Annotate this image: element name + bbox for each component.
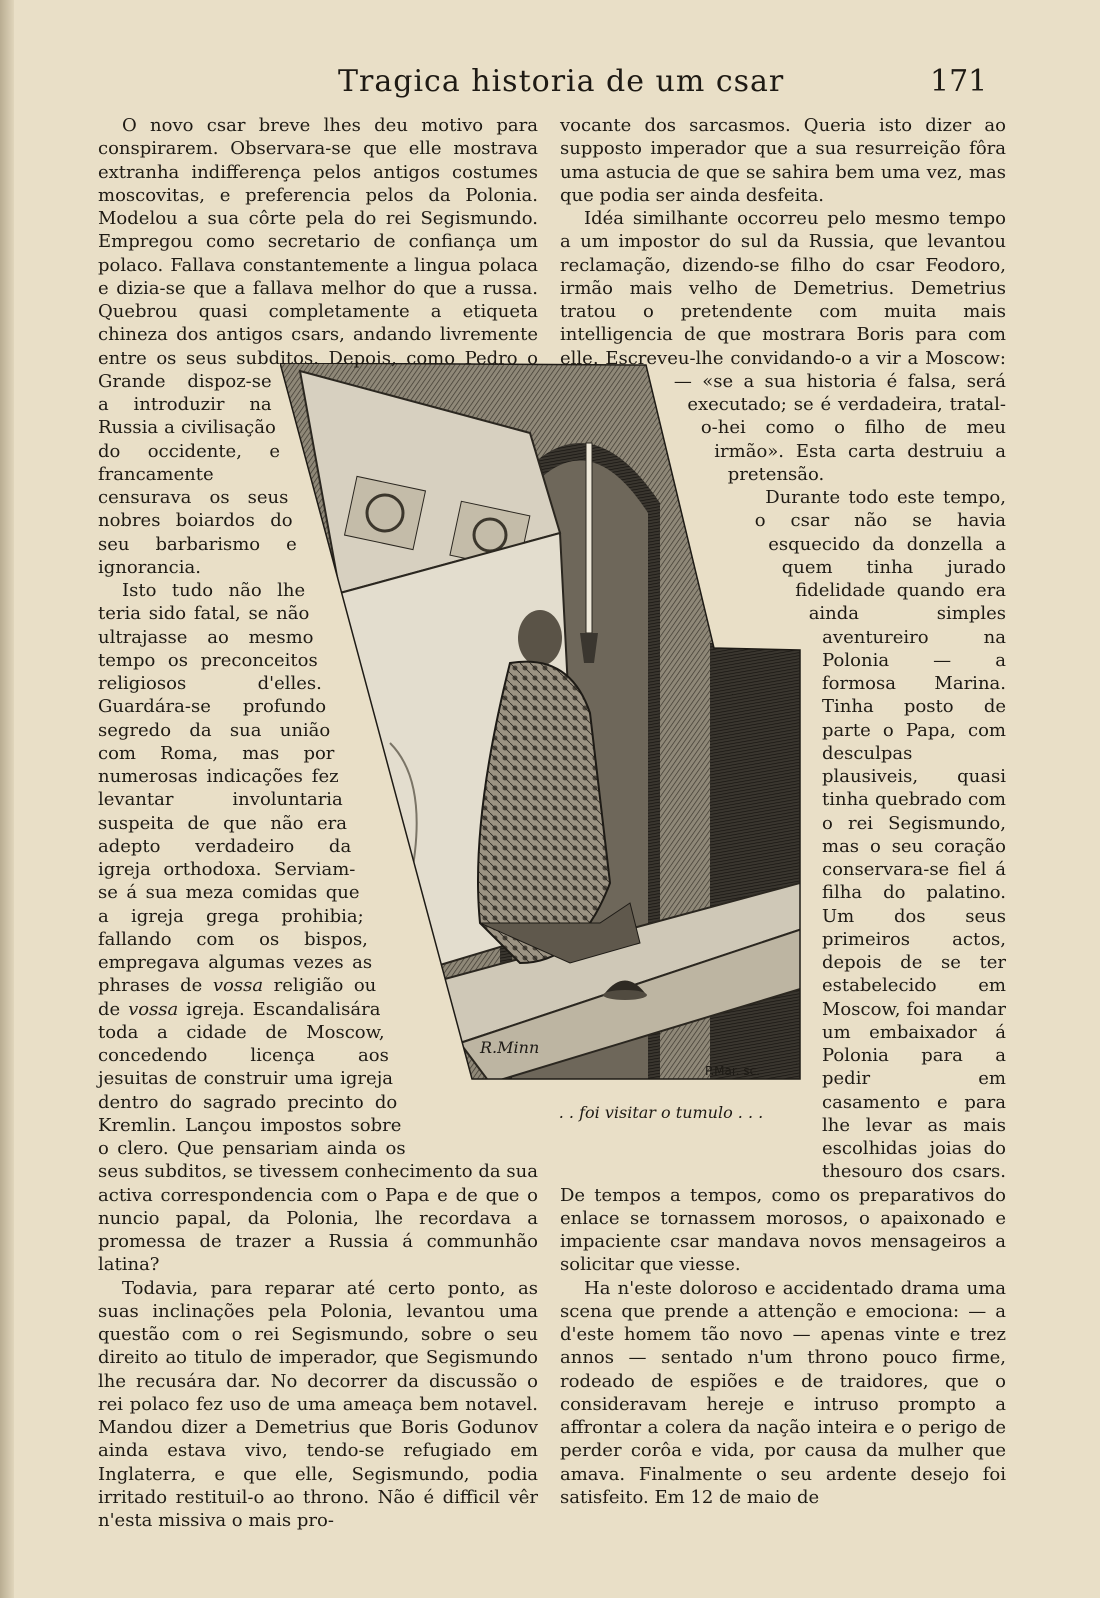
layout-spacer xyxy=(280,422,538,445)
layout-spacer xyxy=(326,678,538,701)
layout-spacer xyxy=(560,1054,822,1077)
layout-spacer xyxy=(305,561,538,584)
layout-spacer xyxy=(309,585,538,608)
running-header xyxy=(0,64,1100,108)
layout-spacer xyxy=(560,658,822,681)
layout-spacer xyxy=(293,492,538,515)
layout-spacer xyxy=(560,1100,822,1123)
layout-spacer xyxy=(397,1073,538,1096)
layout-spacer xyxy=(389,1026,538,1049)
layout-spacer xyxy=(560,1007,822,1030)
layout-spacer xyxy=(401,1096,538,1119)
layout-spacer xyxy=(301,538,538,561)
layout-spacer xyxy=(560,449,714,472)
layout-spacer xyxy=(560,519,755,542)
layout-spacer xyxy=(339,747,538,770)
layout-spacer xyxy=(560,635,822,658)
artist-monogram: R.Minn xyxy=(480,1038,540,1057)
paragraph: Idéa similhante occorreu pelo mesmo tempo a um impostor do sul da Russia, que levantou reclamação, dizendo-se filho do csar Feodoro, irmão mais velho de Demetrius. Demetrius tratou o pretendente com muita mais intelligencia de que mostrara Boris para com elle. Escreveu-lhe convidando-o a vir a Moscow:— «se a sua historia é falsa, será executado; se é verdadeira, tratal-o-hei como o filho de meu irmão». Esta carta destruiu a pretensão. xyxy=(560,208,1006,485)
layout-spacer xyxy=(560,728,822,751)
layout-spacer xyxy=(560,798,822,821)
paragraph-text: igreja. Escandalisára toda a cidade de Moscow, concedendo licença aos jesuitas de construir uma igreja dentro do sagrado precinto do Kremlin. Lançou impostos sobre o clero. Que pensariam ainda os seus subditos, se tivessem conhecimento da sua activa correspondencia com o Papa e de que o nuncio papal, da Polonia, lhe recordava a promessa de trazer a Russia á communhão latina? xyxy=(98,998,538,1276)
layout-spacer xyxy=(372,933,538,956)
layout-spacer xyxy=(560,961,822,984)
layout-spacer xyxy=(322,654,538,677)
layout-spacer xyxy=(343,771,538,794)
layout-spacer xyxy=(560,426,701,449)
layout-spacer xyxy=(560,379,674,402)
layout-spacer xyxy=(560,612,809,635)
paragraph: Ha n'este doloroso e accidentado drama uma scena que prende a attenção e emociona: — a d'este homem tão novo — apenas vinte e trez annos — sentado n'um throno pouco firme, rodeado de espiões e de traidores, que o consideravam hereje e intruso prompto a affrontar a colera da nação inteira e o perigo de perder corôa e vida, por causa da mulher que amava. Finalmente o seu ardente desejo foi satisfeito. Em 12 de maio de xyxy=(560,1277,1006,1508)
layout-spacer xyxy=(347,794,538,817)
paragraph: Todavia, para reparar até certo ponto, as suas inclinações pela Polonia, levantou uma questão com o rei Segismundo, sobre o seu direito ao titulo de imperador, que Segismundo lhe recusára dar. No decorrer da discussão o rei polaco fez uso de uma ameaça bem notavel. Mandou dizer a Demetrius que Boris Godunov ainda estava vivo, tendo-se refugiado em Inglaterra, e que elle, Segismundo, podia irritado restituil-o ao throno. Não é difficil vêr n'esta missiva o mais pro- xyxy=(98,1277,538,1531)
layout-spacer xyxy=(560,472,728,495)
layout-spacer xyxy=(368,910,538,933)
layout-spacer xyxy=(351,817,538,840)
left-text-column xyxy=(98,114,538,1532)
layout-spacer xyxy=(560,682,822,705)
layout-spacer xyxy=(560,914,822,937)
paragraph: O novo csar breve lhes deu motivo para conspirarem. Observara-se que elle mostrava extranha indifferença pelos antigos costumes moscovitas, e preferencia pelos da Polonia. Modelou a sua côrte pela do rei Segismundo. Empregou como secretario de confiança um polaco. Fallava constantemente a lingua polaca e dizia-se que a fallava melhor do que a russa. Quebrou quasi completamente a etiqueta chineza dos antigos csars, andando livremente entre os seus subditos. Depois, como Pedro o Grande dispoz-se a introduzir na Russia a civilisação do occidente, e francamente censurava os seus nobres boiardos do seu barbarismo e ignorancia. xyxy=(98,115,538,578)
layout-spacer xyxy=(560,937,822,960)
layout-spacer xyxy=(380,980,538,1003)
layout-spacer xyxy=(560,1030,822,1053)
running-title: Tragica historia de um csar xyxy=(338,64,785,99)
emphasis: vossa xyxy=(212,975,264,997)
layout-spacer xyxy=(284,445,538,468)
layout-spacer xyxy=(330,701,538,724)
right-text-column xyxy=(560,114,1006,1509)
layout-spacer xyxy=(297,515,538,538)
layout-spacer xyxy=(560,403,687,426)
layout-spacer xyxy=(560,984,822,1007)
layout-spacer xyxy=(364,887,538,910)
layout-spacer xyxy=(406,1119,538,1142)
paragraph: vocante dos sarcasmos. Queria isto dizer ao supposto imperador que a sua resurreição fôra uma astucia de que se sahira bem uma vez, mas que podia ser ainda desfeita. xyxy=(560,115,1006,206)
layout-spacer xyxy=(560,589,795,612)
layout-spacer xyxy=(560,565,782,588)
layout-spacer xyxy=(355,840,538,863)
layout-spacer xyxy=(560,775,822,798)
layout-spacer xyxy=(560,1077,822,1100)
layout-spacer xyxy=(393,1050,538,1073)
layout-spacer xyxy=(560,891,822,914)
layout-spacer xyxy=(560,844,822,867)
layout-spacer xyxy=(560,496,741,519)
layout-spacer xyxy=(272,375,538,398)
page-number: 171 xyxy=(930,64,988,99)
layout-spacer xyxy=(560,821,822,844)
layout-spacer xyxy=(276,399,538,422)
emphasis: vossa xyxy=(128,998,179,1020)
layout-spacer xyxy=(560,1147,822,1170)
engraver-signature: P.Mar. sc. xyxy=(705,1064,761,1078)
layout-spacer xyxy=(318,631,538,654)
illustration-caption: . . foi visitar o tumulo . . . xyxy=(558,1103,764,1122)
layout-spacer xyxy=(560,751,822,774)
layout-spacer xyxy=(334,724,538,747)
layout-spacer xyxy=(288,468,538,491)
page-gutter xyxy=(0,0,14,1598)
layout-spacer xyxy=(560,542,768,565)
layout-spacer xyxy=(314,608,539,631)
paragraph-text: religião ou de xyxy=(98,975,377,1020)
layout-spacer xyxy=(560,868,822,891)
layout-spacer xyxy=(560,705,822,728)
paragraph: Durante todo este tempo, o csar não se havia esquecido da donzella a quem tinha jurado fidelidade quando era ainda simples aventureiro na Polonia — a formosa Marina. Tinha posto de parte o Papa, com desculpas plausiveis, quasi tinha quebrado com o rei Segismundo, mas o seu coração conservara-se fiel á filha do palatino. Um dos seus primeiros actos, depois de se ter estabelecido em Moscow, foi mandar um embaixador á Polonia para a pedir em casamento e para lhe levar as mais escolhidas joias do thesouro dos csars. De tempos a tempos, como os preparativos do enlace se tornassem morosos, o apaixonado e impaciente csar mandava novos mensageiros a solicitar que viesse. xyxy=(560,487,1006,1276)
layout-spacer xyxy=(385,1003,538,1026)
layout-spacer xyxy=(360,864,538,887)
layout-spacer xyxy=(560,1123,822,1146)
paragraph-text: Isto tudo não lhe teria sido fatal, se não ultrajasse ao mesmo tempo os preconceitos religiosos d'elles. Guardára-se profundo segredo da sua união com Roma, mas por numerosas indicações fez levantar involuntaria suspeita de que não era adepto verdadeiro da igreja orthodoxa. Serviam-se á sua meza comidas que a igreja grega prohibia; fallando com os bispos, empregava algumas vezes as phrases de xyxy=(98,580,373,997)
layout-spacer xyxy=(376,957,538,980)
